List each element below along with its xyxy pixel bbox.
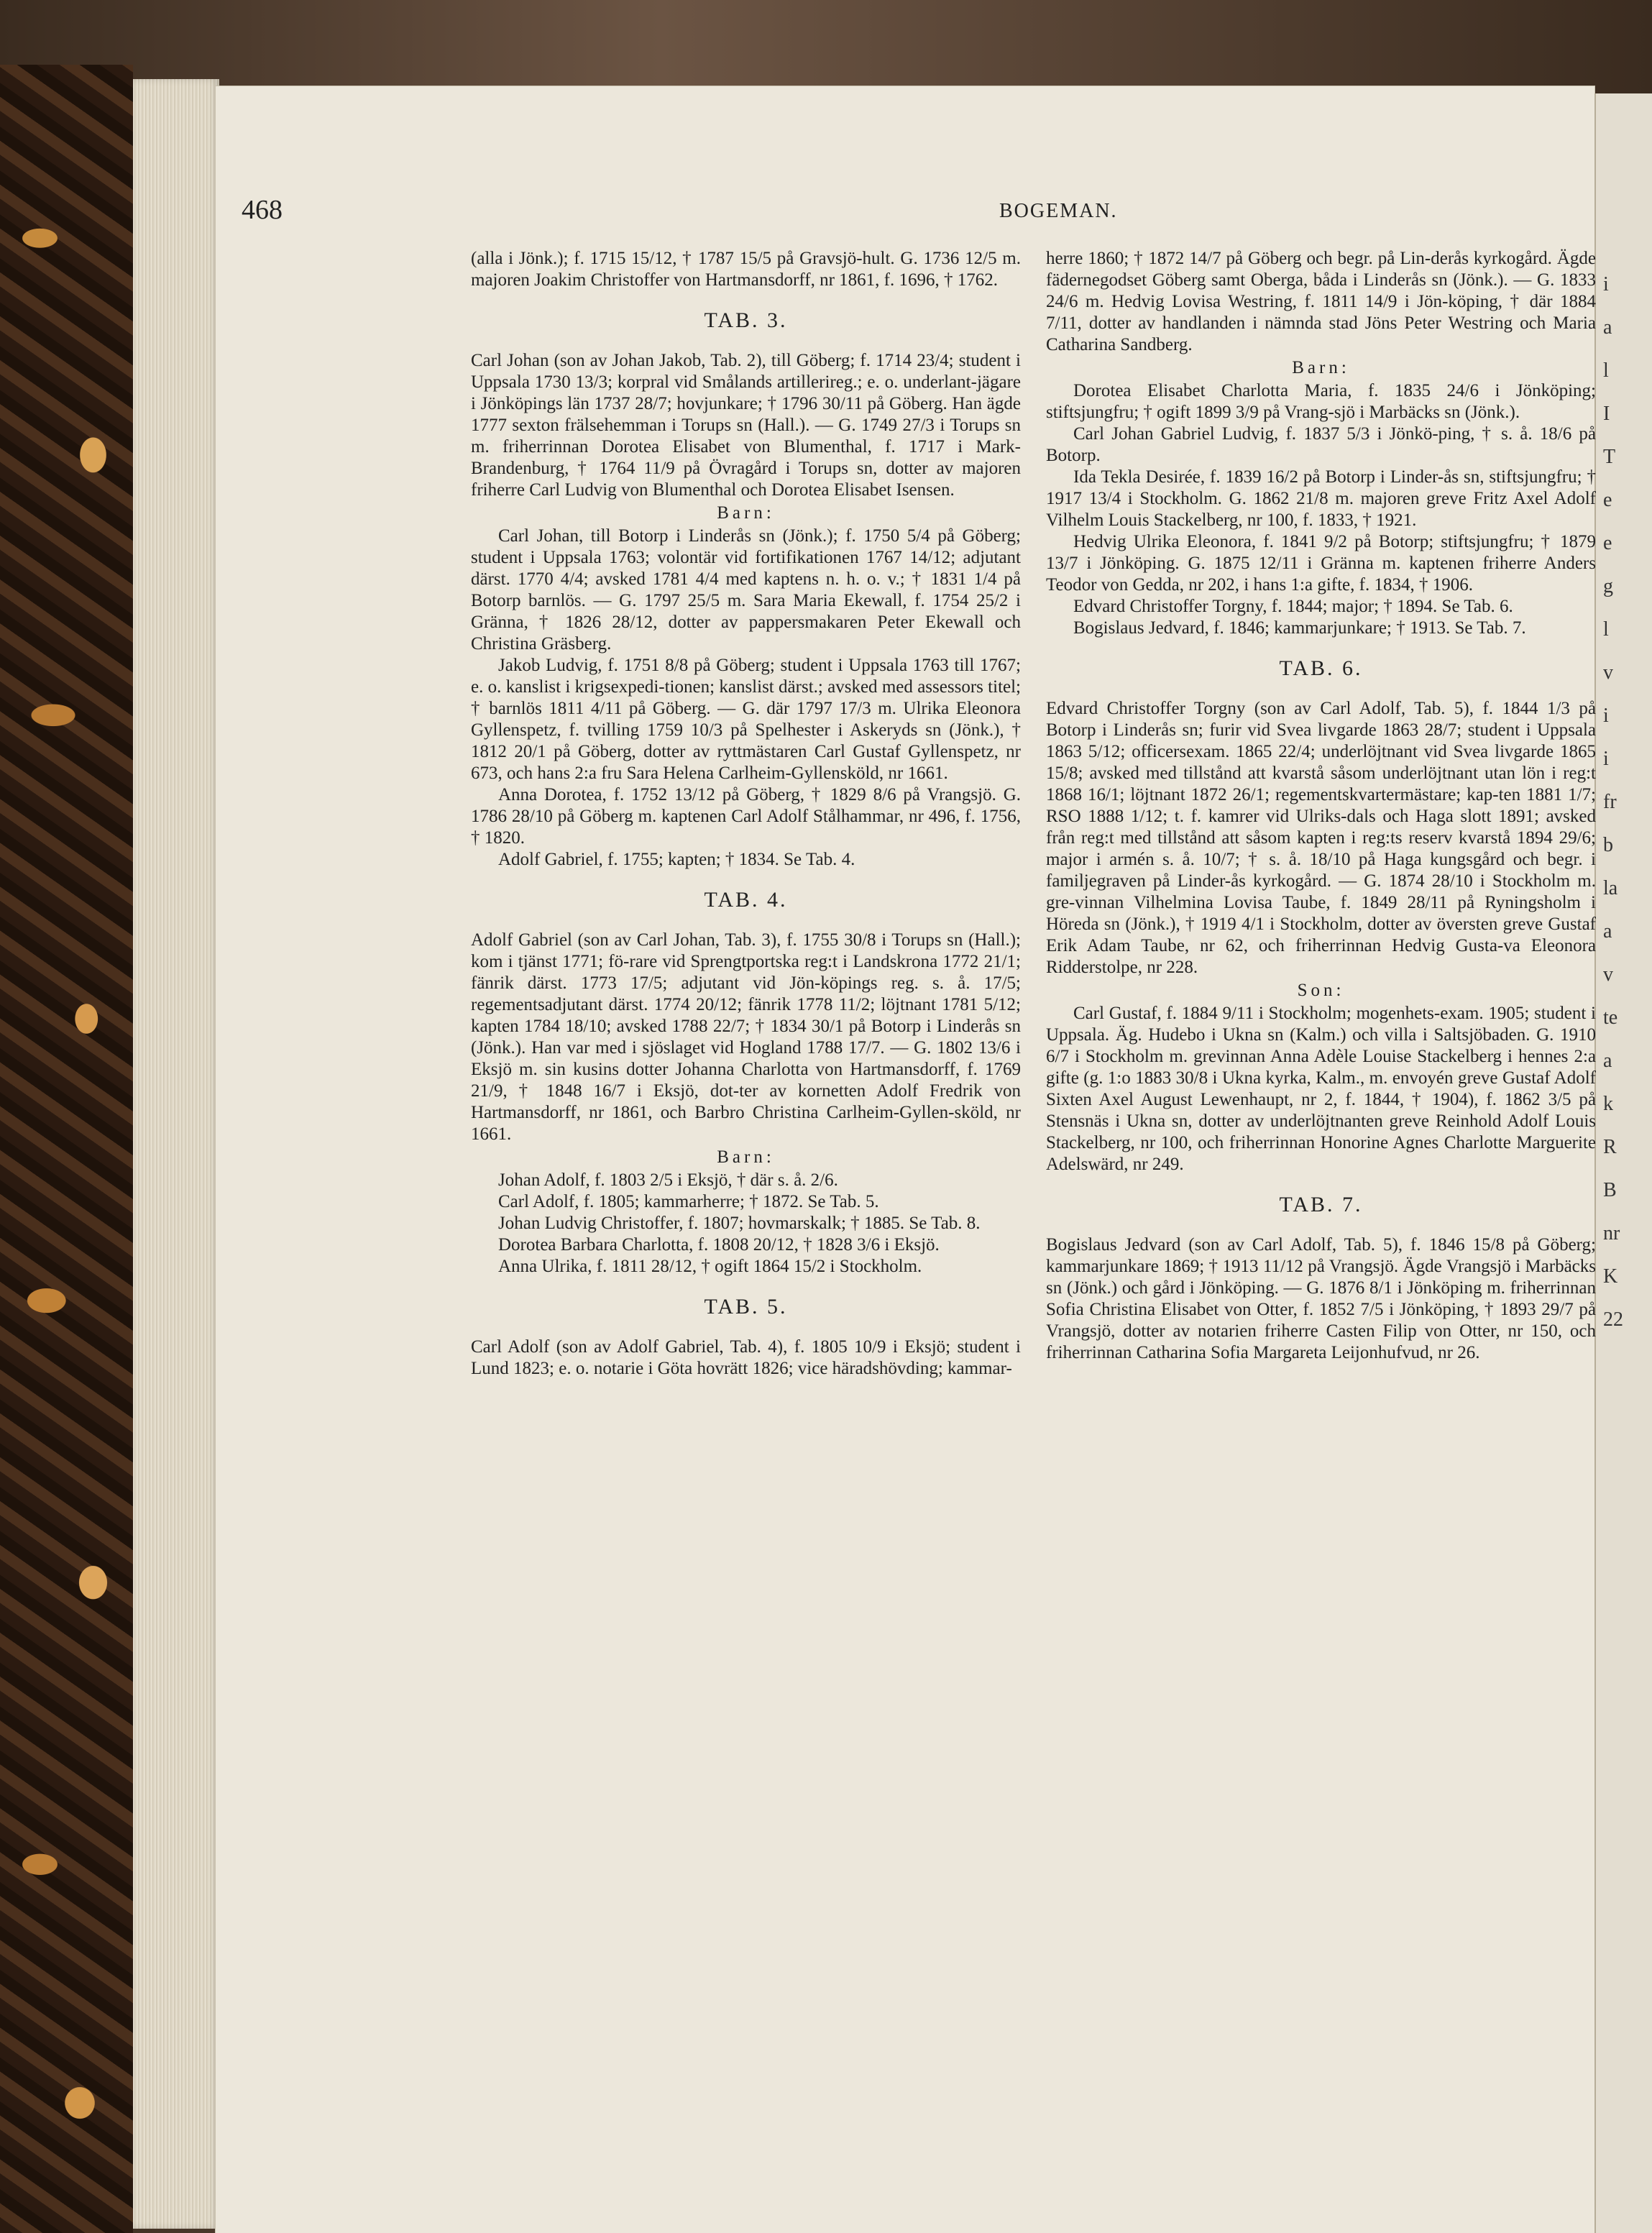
entry-paragraph: herre 1860; † 1872 14/7 på Göberg och begr. på Lin-derås kyrkogård. Ägde fädernegodset Göberg samt Oberga, båda i Linderås sn (Jönk.). — G. 1833 24/6 m. Hedvig Lovisa Westring, f. 1811 14/9 i Jön-köping, † där 1884 7/11, dotter av handlanden i nämnda stad Jöns Peter Westring och Maria Catharina Sandberg.	[1046, 249, 1596, 354]
table-heading: TAB. 5.	[704, 1295, 788, 1319]
next-page-fragment: i	[1603, 748, 1609, 770]
next-page-fragment: l	[1603, 359, 1609, 382]
children-label: Son:	[1297, 981, 1345, 1000]
next-page-fragment: fr	[1603, 791, 1617, 813]
next-page-fragment: g	[1603, 575, 1613, 597]
next-page-fragment: v	[1603, 963, 1613, 986]
right-column	[1046, 248, 1596, 1364]
entry-paragraph: Adolf Gabriel (son av Carl Johan, Tab. 3), f. 1755 30/8 i Torups sn (Hall.); kom i tjänst 1771; fö-rare vid Sprengtportska reg:t i Landskrona 1772 21/1; fänrik därst. 1773 17/5; adjutant vid Jön-köpings reg. s. å. 17/5; regementsadjutant därst. 1774 20/12; fänrik 1778 11/2; löjtnant 1781 5/12; kapten 1784 18/10; avsked 1788 22/7; † 1834 30/1 på Botorp i Linderås sn (Jönk.). Han var med i sjöslaget vid Hogland 1788 17/7. — G. 1802 13/6 i Eksjö m. sin kusins dotter Johanna Charlotta von Hartmansdorff, f. 1769 21/9, † 1848 16/7 i Eksjö, dot-ter av kornetten Adolf Fredrik von Hartmansdorff, nr 1861, och Barbro Christina Carlheim-Gyllen-sköld, nr 1661.	[471, 930, 1021, 1144]
entry-paragraph: Carl Adolf, f. 1805; kammarherre; † 1872. Se Tab. 5.	[498, 1192, 879, 1211]
next-page-fragment: 22	[1603, 1308, 1623, 1331]
page-stack-edge	[133, 79, 219, 2229]
entry-paragraph: Hedvig Ulrika Eleonora, f. 1841 9/2 på Botorp; stiftsjungfru; † 1879 13/7 i Jönköping. G. 1875 12/11 i Gränna m. kaptenen friherre Anders Teodor von Gedda, nr 202, i hans 1:a gifte, f. 1834, † 1906.	[1046, 532, 1596, 595]
next-page-fragment: T	[1603, 446, 1616, 468]
next-page-fragment: b	[1603, 834, 1613, 856]
next-page-fragment: l	[1603, 618, 1609, 641]
next-page-fragment: a	[1603, 920, 1612, 943]
entry-paragraph: Edvard Christoffer Torgny, f. 1844; major; † 1894. Se Tab. 6.	[1073, 597, 1513, 616]
entry-paragraph: Jakob Ludvig, f. 1751 8/8 på Göberg; student i Uppsala 1763 till 1767; e. o. kanslist i krigsexpedi-tionen; kanslist därst.; avsked med assessors titel; † barnlös 1811 4/11 på Göberg. — G. där 1797 17/3 m. Ulrika Eleonora Gyllenspetz, f. tvilling 1759 10/3 på Spelhester i Askeryds sn (Jönk.), † 1812 20/1 på Göberg, dotter av ryttmästaren Carl Gustaf Gyllenspetz, nr 673, och hans 2:a fru Sara Helena Carlheim-Gyllensköld, nr 1661.	[471, 656, 1021, 783]
entry-paragraph: Carl Johan Gabriel Ludvig, f. 1837 5/3 i Jönkö-ping, † s. å. 18/6 på Botorp.	[1046, 424, 1596, 465]
entry-paragraph: Johan Ludvig Christoffer, f. 1807; hovmarskalk; † 1885. Se Tab. 8.	[498, 1214, 981, 1233]
entry-paragraph: Bogislaus Jedvard, f. 1846; kammarjunkare; † 1913. Se Tab. 7.	[1073, 618, 1526, 638]
left-column	[471, 248, 1021, 1380]
table-heading: TAB. 6.	[1279, 656, 1363, 680]
table-heading: TAB. 3.	[704, 308, 788, 332]
entry-paragraph: Johan Adolf, f. 1803 2/5 i Eksjö, † där s. å. 2/6.	[498, 1170, 838, 1190]
next-page-fragment: K	[1603, 1265, 1618, 1288]
entry-paragraph: Carl Johan, till Botorp i Linderås sn (Jönk.); f. 1750 5/4 på Göberg; student i Uppsala 1763; volontär vid fortifikationen 1767 14/12; adjutant därst. 1770 4/4; avsked 1781 4/4 med kaptens n. h. o. v.; † 1831 1/4 på Botorp barnlös. — G. 1797 25/5 m. Sara Maria Ekewall, f. 1754 25/2 i Gränna, † 1826 28/12, dotter av pappersmakaren Peter Ekewall och Christina Gräsberg.	[471, 526, 1021, 654]
entry-paragraph: (alla i Jönk.); f. 1715 15/12, † 1787 15/5 på Gravsjö-hult. G. 1736 12/5 m. majoren Joakim Christoffer von Hartmansdorff, nr 1861, f. 1696, † 1762.	[471, 249, 1021, 290]
entry-paragraph: Carl Johan (son av Johan Jakob, Tab. 2), till Göberg; f. 1714 23/4; student i Uppsala 1730 13/3; korpral vid Smålands artillerireg.; e. o. underlant-jägare i Jönköpings län 1737 28/7; hovjunkare; † 1796 30/11 på Göberg. Han ägde 1777 sexton frälsehemman i Torups sn (Hall.). — G. 1749 27/3 i Torups sn m. friherrinnan Dorotea Elisabet von Blumenthal, f. 1717 i Mark-Brandenburg, † 1764 11/9 på Övragård i Torups sn, dotter av majoren friherre Carl Ludvig von Blumenthal och Dorotea Elisabet Isensen.	[471, 351, 1021, 500]
entry-paragraph: Dorotea Barbara Charlotta, f. 1808 20/12, † 1828 3/6 i Eksjö.	[498, 1235, 940, 1255]
next-page-fragment: a	[1603, 316, 1612, 339]
table-heading: TAB. 4.	[704, 888, 788, 912]
next-page-fragment: v	[1603, 661, 1613, 684]
next-page-fragment: a	[1603, 1050, 1612, 1072]
next-page-fragment: la	[1603, 877, 1618, 899]
next-page-fragment: te	[1603, 1007, 1618, 1029]
entry-paragraph: Bogislaus Jedvard (son av Carl Adolf, Tab. 5), f. 1846 15/8 på Göberg; kammarjunkare 1869; † 1913 11/12 på Vrangsjö. Ägde Vrangsjö i Marbäcks sn (Jönk.) och gård i Jönköping. — G. 1876 8/1 i Jönköping m. friherrinnan Sofia Christina Elisabet von Otter, f. 1852 7/5 i Jönköping, † 1893 29/7 på Vrangsjö, dotter av notarien friherre Casten Filip von Otter, nr 150, och friherrinnan Catharina Sofia Margareta Leijonhufvud, nr 26.	[1046, 1235, 1596, 1362]
entry-paragraph: Anna Ulrika, f. 1811 28/12, † ogift 1864 15/2 i Stockholm.	[498, 1257, 922, 1276]
table-heading: TAB. 7.	[1279, 1193, 1363, 1216]
entry-paragraph: Carl Adolf (son av Adolf Gabriel, Tab. 4), f. 1805 10/9 i Eksjö; student i Lund 1823; e. o. notarie i Göta hovrätt 1826; vice häradshövding; kammar-	[471, 1337, 1021, 1378]
next-page-fragment: i	[1603, 705, 1609, 727]
entry-paragraph: Carl Gustaf, f. 1884 9/11 i Stockholm; mogenhets-exam. 1905; student i Uppsala. Äg. Hudebo i Ukna sn (Kalm.) och villa i Saltsjöbaden. G. 1910 6/7 i Stockholm m. grevinnan Anna Adèle Louise Stackelberg i hennes 2:a gifte (g. 1:o 1883 30/8 i Ukna kyrka, Kalm., m. envoyén greve Gustaf Adolf Sixten Axel August Lewenhaupt, nr 2, f. 1844, † 1904), f. 1862 3/5 på Stensnäs i Ukna sn, dotter av underlöjtnanten greve Reinhold Adolf Louis Stackelberg, nr 100, och friherrinnan Honorine Agnes Charlotte Marguerite Adelswärd, nr 249.	[1046, 1004, 1596, 1174]
children-label: Barn:	[717, 1147, 775, 1167]
next-page-strip	[1594, 93, 1652, 2233]
next-page-fragment: i	[1603, 273, 1609, 295]
children-label: Barn:	[717, 503, 775, 523]
marbled-book-edge	[0, 65, 133, 2233]
next-page-fragment: nr	[1603, 1222, 1620, 1244]
entry-paragraph: Edvard Christoffer Torgny (son av Carl Adolf, Tab. 5), f. 1844 1/3 på Botorp i Linderås sn; furir vid Svea livgarde 1863 28/7; student i Uppsala 1863 5/12; officersexam. 1865 22/4; underlöjtnant vid Svea livgarde 1865 15/8; avsked med tillstånd att kvarstå såsom underlöjtnant utan lön i reg:t 1868 16/1; löjtnant 1872 26/1; regementskvartermästare; kap-ten 1881 1/7; RSO 1888 1/12; t. f. kamrer vid Ulriks-dals och Haga slott 1891; avsked från reg:t med tillstånd att såsom kapten i reg:ts reserv kvarstå 1894 29/6; major i armén s. å. 10/7; † s. å. 18/10 på Haga kungsgård och begr. i familjegraven på Linder-ås kyrkogård. — G. 1874 28/10 i Stockholm m. gre-vinnan Vilhelmina Lovisa Taube, f. 1849 28/11 på Ryningsholm i Höreda sn (Jönk.), † 1919 4/1 i Stockholm, dotter av översten greve Gustaf Erik Adam Taube, nr 62, och friherrinnan Hedvig Gusta-va Eleonora Ridderstolpe, nr 228.	[1046, 699, 1596, 977]
entry-paragraph: Dorotea Elisabet Charlotta Maria, f. 1835 24/6 i Jönköping; stiftsjungfru; † ogift 1899 3/9 på Vrang-sjö i Marbäcks sn (Jönk.).	[1046, 381, 1596, 422]
running-head: BOGEMAN.	[999, 200, 1118, 222]
entry-paragraph: Ida Tekla Desirée, f. 1839 16/2 på Botorp i Linder-ås sn, stiftsjungfru; † 1917 13/4 i Stockholm. G. 1862 21/8 m. majoren greve Fritz Axel Adolf Vilhelm Louis Stackelberg, nr 100, f. 1833, † 1921.	[1046, 467, 1596, 530]
page-number: 468	[242, 195, 283, 225]
entry-paragraph: Adolf Gabriel, f. 1755; kapten; † 1834. Se Tab. 4.	[498, 850, 855, 869]
children-label: Barn:	[1292, 358, 1350, 377]
entry-paragraph: Anna Dorotea, f. 1752 13/12 på Göberg, † 1829 8/6 på Vrangsjö. G. 1786 28/10 på Göberg m. kaptenen Carl Adolf Stålhammar, nr 496, f. 1756, † 1820.	[471, 785, 1021, 848]
next-page-fragment: I	[1603, 403, 1610, 425]
next-page-fragment: e	[1603, 489, 1612, 511]
next-page-fragment: k	[1603, 1093, 1613, 1115]
next-page-fragment: B	[1603, 1179, 1617, 1201]
next-page-fragment: e	[1603, 532, 1612, 554]
next-page-fragment: R	[1603, 1136, 1617, 1158]
